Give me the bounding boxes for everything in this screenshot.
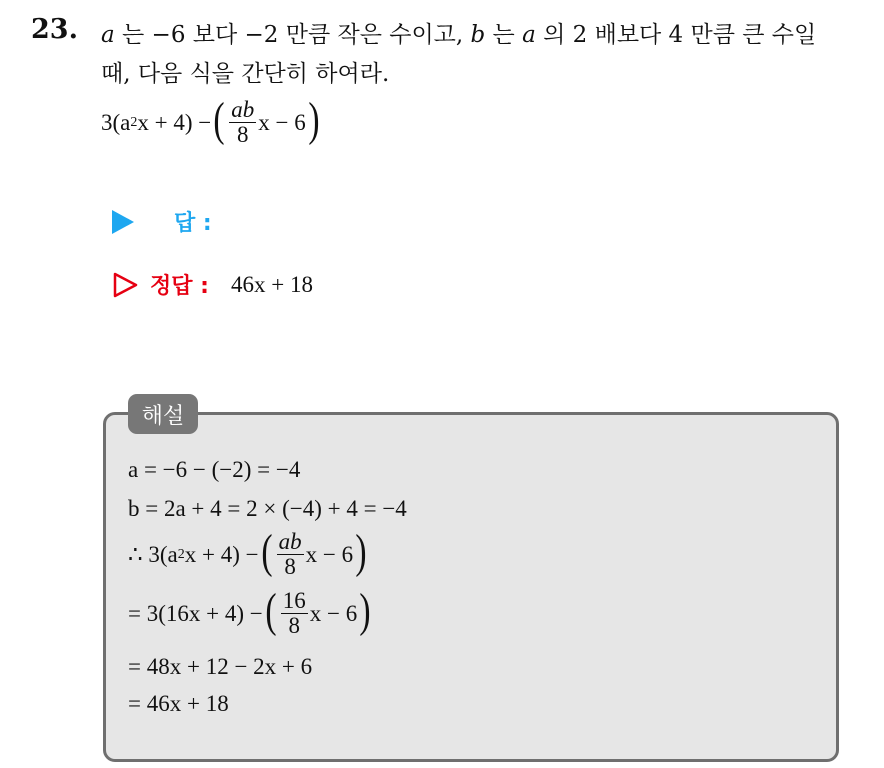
expr-prefix: 3(a bbox=[101, 109, 131, 135]
expr-suffix: x − 6 bbox=[258, 109, 306, 135]
question-number: 23. bbox=[31, 14, 78, 45]
correct-answer-row bbox=[112, 269, 313, 300]
fraction-numerator: 16 bbox=[282, 588, 306, 613]
right-paren: ) bbox=[359, 583, 371, 637]
answer-label: 답 : bbox=[174, 211, 212, 236]
solution-line3 bbox=[128, 524, 369, 580]
left-paren: ( bbox=[213, 92, 225, 146]
question-text-line2: 때, 다음 식을 간단히 하여라. bbox=[101, 61, 390, 87]
expr-mid: x + 4) − bbox=[137, 109, 212, 135]
solution-line1: a = −6 − (−2) = −4 bbox=[128, 457, 301, 482]
question-expression bbox=[101, 92, 322, 148]
outline-triangle-icon bbox=[112, 272, 138, 298]
question-text-seg: 는 bbox=[485, 22, 523, 48]
sol4-fraction bbox=[281, 589, 308, 638]
fraction-numerator: ab bbox=[231, 97, 255, 122]
sol3-prefix: ∴ 3(a bbox=[128, 541, 178, 567]
solution-line6: = 46x + 18 bbox=[128, 691, 229, 716]
left-paren: ( bbox=[261, 524, 273, 578]
var-a: a bbox=[101, 22, 115, 48]
play-triangle-icon bbox=[112, 210, 134, 234]
sol4-prefix: = 3(16x + 4) − bbox=[128, 600, 263, 626]
left-paren: ( bbox=[265, 583, 277, 637]
sol3-fraction bbox=[277, 530, 304, 579]
fraction-numerator: ab bbox=[278, 529, 302, 554]
sol3-suffix: x − 6 bbox=[305, 541, 354, 567]
sol4-suffix: x − 6 bbox=[309, 600, 358, 626]
question-text-line1 bbox=[101, 16, 816, 49]
answer-row bbox=[112, 206, 212, 237]
fraction-denominator: 8 bbox=[284, 554, 296, 580]
correct-answer-label: 정답 : bbox=[150, 274, 209, 299]
correct-answer-value: 46x + 18 bbox=[230, 271, 313, 297]
solution-tag: 해설 bbox=[128, 394, 198, 434]
solution-line2: b = 2a + 4 = 2 × (−4) + 4 = −4 bbox=[128, 496, 407, 521]
question-text-seg: 는 −6 보다 −2 만큼 작은 수이고, bbox=[114, 22, 471, 48]
expr-exponent: 2 bbox=[130, 114, 138, 130]
right-paren: ) bbox=[355, 524, 367, 578]
fraction-denominator: 8 bbox=[288, 613, 300, 639]
right-paren: ) bbox=[308, 92, 320, 146]
solution-line4 bbox=[128, 583, 373, 639]
var-a: a bbox=[522, 22, 536, 48]
expr-fraction bbox=[229, 98, 256, 147]
sol3-mid: x + 4) − bbox=[184, 541, 259, 567]
sol3-exponent: 2 bbox=[177, 546, 185, 562]
solution-line5: = 48x + 12 − 2x + 6 bbox=[128, 654, 313, 679]
question-text-seg: 의 2 배보다 4 만큼 큰 수일 bbox=[535, 22, 817, 48]
fraction-denominator: 8 bbox=[236, 122, 249, 148]
var-b: b bbox=[470, 22, 486, 48]
